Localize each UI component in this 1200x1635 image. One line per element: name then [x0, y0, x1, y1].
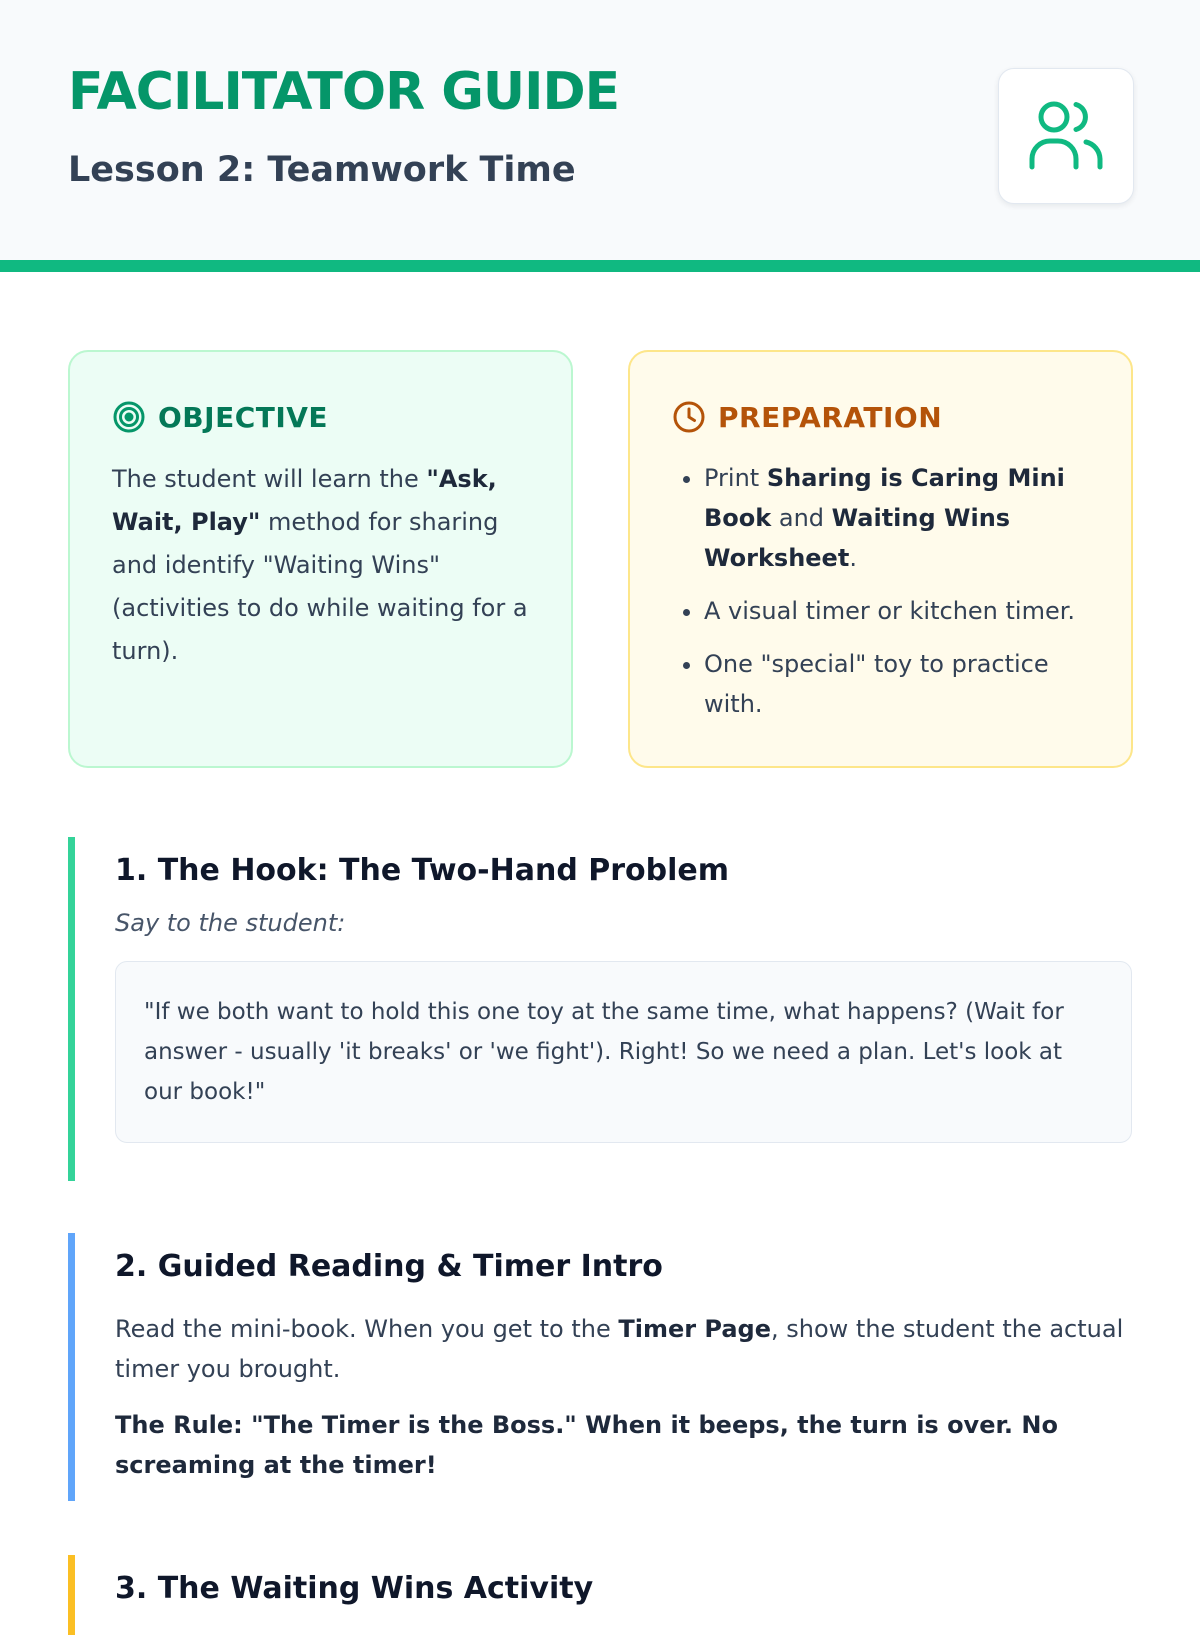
objective-text [112, 458, 529, 673]
section-guided-reading [68, 1233, 1132, 1501]
objective-header [112, 400, 529, 434]
preparation-item [704, 458, 1089, 578]
prep-material: Waiting Wins Worksheet [704, 504, 1011, 572]
section-text [115, 1309, 1132, 1389]
section-text-part: Read the mini-book. When you get to the [115, 1315, 619, 1343]
section-hook [68, 837, 1132, 1181]
say-prompt: Say to the student: [115, 909, 346, 937]
clock-icon [672, 400, 706, 434]
timer-rule: The Rule: "The Timer is the Boss." When it beeps, the turn is over. No screaming at the timer! [115, 1411, 1058, 1479]
section-title: 2. Guided Reading & Timer Intro [115, 1249, 663, 1284]
preparation-item: • One "special" toy to practice with. [704, 644, 1089, 724]
objective-text-part: The student will learn the [112, 465, 427, 493]
objective-method: "Ask, Wait, Play" [112, 465, 497, 536]
objective-card [68, 350, 573, 768]
section-title: 3. The Waiting Wins Activity [115, 1571, 594, 1606]
info-cards [68, 350, 1132, 770]
prep-text: Print [704, 464, 767, 492]
users-icon [1028, 101, 1104, 171]
preparation-item: • A visual timer or kitchen timer. [704, 591, 1089, 631]
prep-text: and [771, 504, 832, 532]
section-text-part: , show the student the actual timer you brought. [115, 1315, 1124, 1383]
prep-material: Sharing is Caring Mini Book [704, 464, 1065, 532]
lesson-subtitle: Lesson 2: Teamwork Time [68, 150, 576, 190]
preparation-header [672, 400, 1089, 434]
page-title: FACILITATOR GUIDE [68, 62, 620, 122]
objective-text-part: method for sharing and identify "Waiting Wins" (activities to do while waiting for a turn). [112, 508, 528, 665]
preparation-title: PREPARATION [718, 400, 943, 434]
section-title: 1. The Hook: The Two-Hand Problem [115, 853, 729, 888]
timer-page-label: Timer Page [618, 1315, 772, 1343]
objective-title: OBJECTIVE [158, 400, 329, 434]
target-icon [112, 400, 146, 434]
users-icon-box [998, 68, 1134, 204]
section-waiting-wins [68, 1555, 1132, 1635]
page-header [0, 0, 1200, 272]
preparation-card [628, 350, 1133, 768]
script-quote: "If we both want to hold this one toy at the same time, what happens? (Wait for answer - usually 'it breaks' or 'we fight'). Right! So we need a plan. Let's look at our book!" [115, 961, 1132, 1143]
prep-text: . [849, 544, 857, 572]
preparation-list [672, 458, 1089, 724]
